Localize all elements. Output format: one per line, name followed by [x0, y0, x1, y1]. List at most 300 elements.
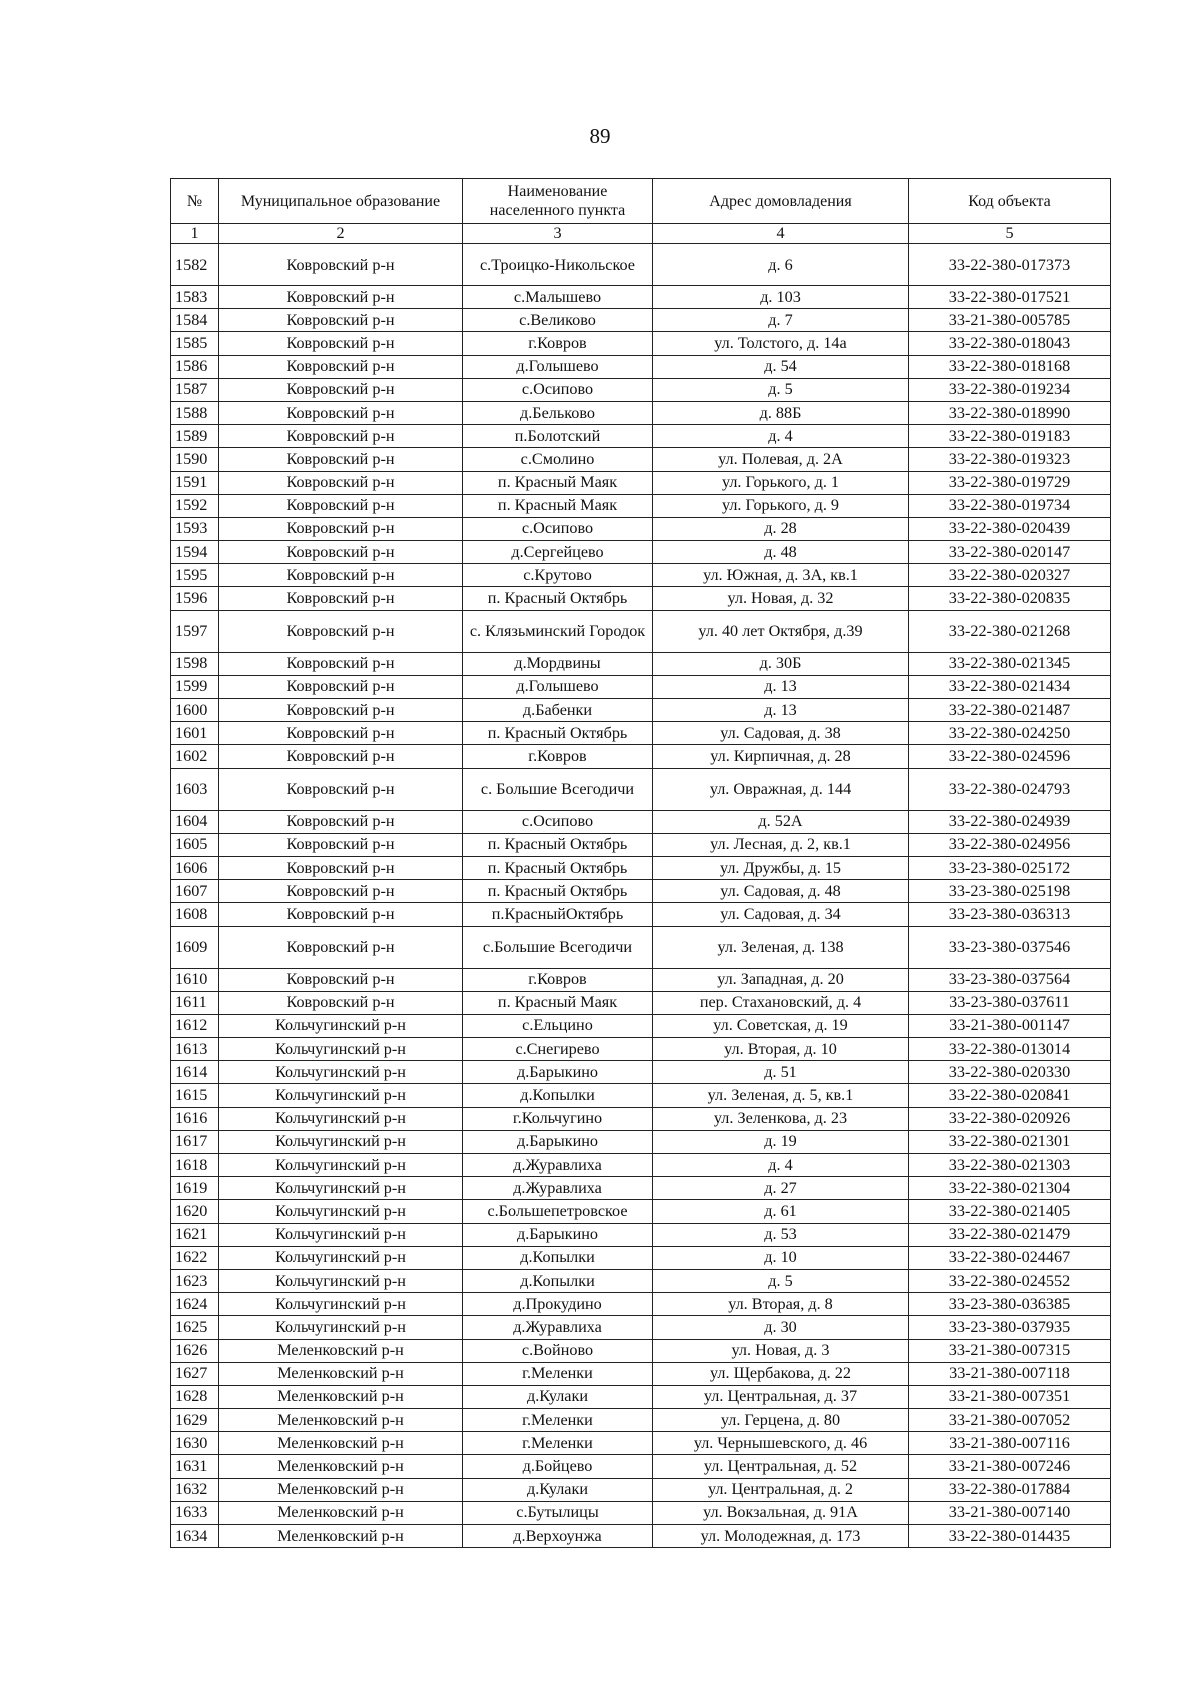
address-cell: ул. Вокзальная, д. 91А: [653, 1501, 909, 1524]
object-code-cell: 33-22-380-017373: [909, 244, 1111, 286]
object-code-cell: 33-22-380-021304: [909, 1177, 1111, 1200]
registry-table: [170, 178, 1111, 1548]
object-code-cell: 33-22-380-020841: [909, 1084, 1111, 1107]
municipality-cell: Ковровский р-н: [219, 880, 463, 903]
municipality-cell: Кольчугинский р-н: [219, 1200, 463, 1223]
row-number-cell: 1611: [171, 991, 219, 1014]
row-number-cell: 1622: [171, 1246, 219, 1269]
table-row: [171, 1501, 1111, 1524]
object-code-cell: 33-22-380-019234: [909, 378, 1111, 401]
object-code-cell: 33-22-380-018990: [909, 401, 1111, 424]
municipality-cell: Кольчугинский р-н: [219, 1038, 463, 1061]
row-number-cell: 1624: [171, 1293, 219, 1316]
row-number-cell: 1591: [171, 471, 219, 494]
table-row: [171, 332, 1111, 355]
row-number-cell: 1585: [171, 332, 219, 355]
settlement-cell: г.Ковров: [463, 968, 653, 991]
settlement-cell: д.Журавлиха: [463, 1177, 653, 1200]
row-number-cell: 1617: [171, 1130, 219, 1153]
municipality-cell: Ковровский р-н: [219, 541, 463, 564]
municipality-cell: Меленковский р-н: [219, 1455, 463, 1478]
address-cell: д. 13: [653, 699, 909, 722]
settlement-cell: д.Журавлиха: [463, 1154, 653, 1177]
object-code-cell: 33-21-380-007351: [909, 1385, 1111, 1408]
object-code-cell: 33-22-380-020330: [909, 1061, 1111, 1084]
object-code-cell: 33-22-380-024596: [909, 745, 1111, 768]
settlement-cell: д.Голышево: [463, 355, 653, 378]
settlement-cell: с. Большие Всегодичи: [463, 768, 653, 810]
column-number: 3: [463, 224, 653, 244]
registry-body: [171, 244, 1111, 1548]
address-cell: д. 53: [653, 1223, 909, 1246]
row-number-cell: 1614: [171, 1061, 219, 1084]
table-row: [171, 722, 1111, 745]
row-number-cell: 1620: [171, 1200, 219, 1223]
address-cell: д. 88Б: [653, 401, 909, 424]
municipality-cell: Кольчугинский р-н: [219, 1316, 463, 1339]
table-row: [171, 1177, 1111, 1200]
row-number-cell: 1597: [171, 610, 219, 652]
object-code-cell: 33-21-380-007315: [909, 1339, 1111, 1362]
table-row: [171, 1107, 1111, 1130]
settlement-cell: п. Красный Маяк: [463, 494, 653, 517]
table-row: [171, 471, 1111, 494]
settlement-cell: д.Сергейцево: [463, 541, 653, 564]
municipality-cell: Ковровский р-н: [219, 448, 463, 471]
table-row: [171, 286, 1111, 309]
header-row: [171, 179, 1111, 224]
municipality-cell: Кольчугинский р-н: [219, 1293, 463, 1316]
object-code-cell: 33-22-380-021268: [909, 610, 1111, 652]
settlement-cell: с.Осипово: [463, 517, 653, 540]
settlement-cell: д.Журавлиха: [463, 1316, 653, 1339]
settlement-cell: с.Большепетровское: [463, 1200, 653, 1223]
row-number-cell: 1619: [171, 1177, 219, 1200]
settlement-cell: д.Барыкино: [463, 1061, 653, 1084]
column-number: 2: [219, 224, 463, 244]
table-row: [171, 926, 1111, 968]
municipality-cell: Ковровский р-н: [219, 286, 463, 309]
settlement-cell: п. Красный Октябрь: [463, 587, 653, 610]
row-number-cell: 1595: [171, 564, 219, 587]
table-row: [171, 745, 1111, 768]
table-row: [171, 856, 1111, 879]
table-row: [171, 903, 1111, 926]
settlement-cell: д.Верхоунжа: [463, 1525, 653, 1548]
row-number-cell: 1633: [171, 1501, 219, 1524]
row-number-cell: 1612: [171, 1014, 219, 1037]
address-cell: ул. Садовая, д. 34: [653, 903, 909, 926]
settlement-cell: п. Красный Октябрь: [463, 722, 653, 745]
address-cell: ул. Садовая, д. 48: [653, 880, 909, 903]
object-code-cell: 33-23-380-037935: [909, 1316, 1111, 1339]
address-cell: д. 6: [653, 244, 909, 286]
column-number: 5: [909, 224, 1111, 244]
row-number-cell: 1629: [171, 1409, 219, 1432]
address-cell: д. 48: [653, 541, 909, 564]
settlement-cell: д.Мордвины: [463, 652, 653, 675]
row-number-cell: 1628: [171, 1385, 219, 1408]
municipality-cell: Кольчугинский р-н: [219, 1269, 463, 1292]
table-row: [171, 652, 1111, 675]
table-row: [171, 675, 1111, 698]
table-row: [171, 494, 1111, 517]
object-code-cell: 33-22-380-024250: [909, 722, 1111, 745]
address-cell: д. 13: [653, 675, 909, 698]
table-row: [171, 1432, 1111, 1455]
column-number: 4: [653, 224, 909, 244]
municipality-cell: Ковровский р-н: [219, 332, 463, 355]
object-code-cell: 33-22-380-024793: [909, 768, 1111, 810]
municipality-cell: Ковровский р-н: [219, 471, 463, 494]
table-row: [171, 1154, 1111, 1177]
object-code-cell: 33-21-380-001147: [909, 1014, 1111, 1037]
municipality-cell: Ковровский р-н: [219, 401, 463, 424]
address-cell: ул. Горького, д. 9: [653, 494, 909, 517]
municipality-cell: Ковровский р-н: [219, 768, 463, 810]
address-cell: д. 27: [653, 1177, 909, 1200]
row-number-cell: 1610: [171, 968, 219, 991]
object-code-cell: 33-23-380-037564: [909, 968, 1111, 991]
settlement-cell: г.Ковров: [463, 332, 653, 355]
settlement-cell: п. Красный Маяк: [463, 991, 653, 1014]
address-cell: д. 10: [653, 1246, 909, 1269]
settlement-cell: г.Меленки: [463, 1362, 653, 1385]
table-row: [171, 1269, 1111, 1292]
table-row: [171, 810, 1111, 833]
table-row: [171, 541, 1111, 564]
object-code-cell: 33-22-380-019183: [909, 425, 1111, 448]
settlement-cell: с.Ельцино: [463, 1014, 653, 1037]
address-cell: д. 7: [653, 309, 909, 332]
address-cell: д. 28: [653, 517, 909, 540]
table-row: [171, 1293, 1111, 1316]
municipality-cell: Меленковский р-н: [219, 1501, 463, 1524]
municipality-cell: Ковровский р-н: [219, 378, 463, 401]
row-number-cell: 1618: [171, 1154, 219, 1177]
settlement-cell: г.Кольчугино: [463, 1107, 653, 1130]
settlement-cell: д.Кулаки: [463, 1385, 653, 1408]
row-number-cell: 1627: [171, 1362, 219, 1385]
settlement-cell: д.Бельково: [463, 401, 653, 424]
object-code-cell: 33-22-380-021434: [909, 675, 1111, 698]
object-code-cell: 33-22-380-024956: [909, 833, 1111, 856]
row-number-cell: 1631: [171, 1455, 219, 1478]
settlement-cell: п. Красный Октябрь: [463, 880, 653, 903]
table-row: [171, 1223, 1111, 1246]
settlement-cell: с. Клязьминский Городок: [463, 610, 653, 652]
object-code-cell: 33-21-380-007246: [909, 1455, 1111, 1478]
municipality-cell: Ковровский р-н: [219, 652, 463, 675]
object-code-cell: 33-22-380-024939: [909, 810, 1111, 833]
address-cell: ул. Лесная, д. 2, кв.1: [653, 833, 909, 856]
municipality-cell: Ковровский р-н: [219, 517, 463, 540]
address-cell: д. 30: [653, 1316, 909, 1339]
address-cell: пер. Стахановский, д. 4: [653, 991, 909, 1014]
municipality-cell: Кольчугинский р-н: [219, 1177, 463, 1200]
object-code-cell: 33-22-380-021345: [909, 652, 1111, 675]
row-number-cell: 1606: [171, 856, 219, 879]
municipality-cell: Ковровский р-н: [219, 722, 463, 745]
settlement-cell: д.Копылки: [463, 1084, 653, 1107]
settlement-cell: д.Голышево: [463, 675, 653, 698]
address-cell: ул. Зеленая, д. 5, кв.1: [653, 1084, 909, 1107]
municipality-cell: Меленковский р-н: [219, 1409, 463, 1432]
row-number-cell: 1588: [171, 401, 219, 424]
settlement-cell: с.Троицко-Никольское: [463, 244, 653, 286]
object-code-cell: 33-22-380-020439: [909, 517, 1111, 540]
row-number-cell: 1603: [171, 768, 219, 810]
table-row: [171, 833, 1111, 856]
municipality-cell: Ковровский р-н: [219, 355, 463, 378]
row-number-cell: 1607: [171, 880, 219, 903]
object-code-cell: 33-22-380-017521: [909, 286, 1111, 309]
municipality-cell: Ковровский р-н: [219, 833, 463, 856]
object-code-cell: 33-23-380-025172: [909, 856, 1111, 879]
table-row: [171, 401, 1111, 424]
object-code-cell: 33-21-380-007118: [909, 1362, 1111, 1385]
header-settlement: Наименование населенного пункта: [463, 179, 653, 224]
settlement-cell: г.Меленки: [463, 1432, 653, 1455]
row-number-cell: 1592: [171, 494, 219, 517]
address-cell: ул. Овражная, д. 144: [653, 768, 909, 810]
settlement-cell: д.Кулаки: [463, 1478, 653, 1501]
table-row: [171, 1455, 1111, 1478]
municipality-cell: Ковровский р-н: [219, 494, 463, 517]
municipality-cell: Ковровский р-н: [219, 856, 463, 879]
object-code-cell: 33-21-380-007116: [909, 1432, 1111, 1455]
table-row: [171, 699, 1111, 722]
table-row: [171, 244, 1111, 286]
object-code-cell: 33-22-380-021301: [909, 1130, 1111, 1153]
settlement-cell: п. Красный Октябрь: [463, 833, 653, 856]
object-code-cell: 33-21-380-007140: [909, 1501, 1111, 1524]
municipality-cell: Кольчугинский р-н: [219, 1223, 463, 1246]
municipality-cell: Меленковский р-н: [219, 1385, 463, 1408]
address-cell: д. 4: [653, 425, 909, 448]
municipality-cell: Кольчугинский р-н: [219, 1061, 463, 1084]
municipality-cell: Ковровский р-н: [219, 699, 463, 722]
row-number-cell: 1632: [171, 1478, 219, 1501]
address-cell: ул. Герцена, д. 80: [653, 1409, 909, 1432]
object-code-cell: 33-22-380-021487: [909, 699, 1111, 722]
row-number-cell: 1609: [171, 926, 219, 968]
row-number-cell: 1600: [171, 699, 219, 722]
object-code-cell: 33-22-380-020926: [909, 1107, 1111, 1130]
municipality-cell: Кольчугинский р-н: [219, 1084, 463, 1107]
object-code-cell: 33-23-380-025198: [909, 880, 1111, 903]
municipality-cell: Ковровский р-н: [219, 926, 463, 968]
table-row: [171, 1200, 1111, 1223]
address-cell: ул. Зеленкова, д. 23: [653, 1107, 909, 1130]
object-code-cell: 33-22-380-021303: [909, 1154, 1111, 1177]
settlement-cell: г.Ковров: [463, 745, 653, 768]
header-address: Адрес домовладения: [653, 179, 909, 224]
municipality-cell: Меленковский р-н: [219, 1432, 463, 1455]
row-number-cell: 1625: [171, 1316, 219, 1339]
header-object-code: Код объекта: [909, 179, 1111, 224]
row-number-cell: 1584: [171, 309, 219, 332]
table-row: [171, 1409, 1111, 1432]
row-number-cell: 1594: [171, 541, 219, 564]
row-number-cell: 1599: [171, 675, 219, 698]
address-cell: ул. Чернышевского, д. 46: [653, 1432, 909, 1455]
object-code-cell: 33-23-380-036385: [909, 1293, 1111, 1316]
table-row: [171, 968, 1111, 991]
municipality-cell: Ковровский р-н: [219, 810, 463, 833]
address-cell: ул. 40 лет Октября, д.39: [653, 610, 909, 652]
municipality-cell: Кольчугинский р-н: [219, 1130, 463, 1153]
settlement-cell: д.Прокудино: [463, 1293, 653, 1316]
table-row: [171, 1316, 1111, 1339]
object-code-cell: 33-23-380-036313: [909, 903, 1111, 926]
row-number-cell: 1586: [171, 355, 219, 378]
row-number-cell: 1615: [171, 1084, 219, 1107]
address-cell: ул. Полевая, д. 2А: [653, 448, 909, 471]
row-number-cell: 1626: [171, 1339, 219, 1362]
settlement-cell: д.Барыкино: [463, 1223, 653, 1246]
settlement-cell: с.Большие Всегодичи: [463, 926, 653, 968]
address-cell: ул. Центральная, д. 37: [653, 1385, 909, 1408]
row-number-cell: 1593: [171, 517, 219, 540]
address-cell: д. 5: [653, 378, 909, 401]
table-row: [171, 1362, 1111, 1385]
row-number-cell: 1587: [171, 378, 219, 401]
address-cell: д. 51: [653, 1061, 909, 1084]
row-number-cell: 1589: [171, 425, 219, 448]
settlement-cell: с.Войново: [463, 1339, 653, 1362]
object-code-cell: 33-22-380-017884: [909, 1478, 1111, 1501]
header-municipality: Муниципальное образование: [219, 179, 463, 224]
object-code-cell: 33-22-380-019734: [909, 494, 1111, 517]
table-row: [171, 1478, 1111, 1501]
settlement-cell: д.Копылки: [463, 1269, 653, 1292]
address-cell: ул. Дружбы, д. 15: [653, 856, 909, 879]
settlement-cell: п.КрасныйОктябрь: [463, 903, 653, 926]
address-cell: д. 19: [653, 1130, 909, 1153]
settlement-cell: с.Малышево: [463, 286, 653, 309]
table-row: [171, 587, 1111, 610]
municipality-cell: Меленковский р-н: [219, 1478, 463, 1501]
table-row: [171, 309, 1111, 332]
row-number-cell: 1616: [171, 1107, 219, 1130]
table-row: [171, 425, 1111, 448]
address-cell: ул. Центральная, д. 2: [653, 1478, 909, 1501]
object-code-cell: 33-22-380-024467: [909, 1246, 1111, 1269]
row-number-cell: 1582: [171, 244, 219, 286]
table-row: [171, 880, 1111, 903]
settlement-cell: д.Барыкино: [463, 1130, 653, 1153]
column-number: 1: [171, 224, 219, 244]
address-cell: ул. Новая, д. 32: [653, 587, 909, 610]
object-code-cell: 33-22-380-014435: [909, 1525, 1111, 1548]
municipality-cell: Ковровский р-н: [219, 587, 463, 610]
table-row: [171, 564, 1111, 587]
table-row: [171, 1038, 1111, 1061]
row-number-cell: 1598: [171, 652, 219, 675]
address-cell: ул. Кирпичная, д. 28: [653, 745, 909, 768]
municipality-cell: Кольчугинский р-н: [219, 1014, 463, 1037]
row-number-cell: 1596: [171, 587, 219, 610]
object-code-cell: 33-22-380-024552: [909, 1269, 1111, 1292]
object-code-cell: 33-23-380-037611: [909, 991, 1111, 1014]
settlement-cell: д.Бойцево: [463, 1455, 653, 1478]
settlement-cell: д.Бабенки: [463, 699, 653, 722]
settlement-cell: п. Красный Октябрь: [463, 856, 653, 879]
municipality-cell: Меленковский р-н: [219, 1525, 463, 1548]
object-code-cell: 33-22-380-020147: [909, 541, 1111, 564]
address-cell: д. 30Б: [653, 652, 909, 675]
municipality-cell: Меленковский р-н: [219, 1339, 463, 1362]
address-cell: д. 103: [653, 286, 909, 309]
municipality-cell: Ковровский р-н: [219, 244, 463, 286]
address-cell: ул. Советская, д. 19: [653, 1014, 909, 1037]
object-code-cell: 33-22-380-018043: [909, 332, 1111, 355]
address-cell: д. 61: [653, 1200, 909, 1223]
address-cell: д. 54: [653, 355, 909, 378]
table-row: [171, 1385, 1111, 1408]
municipality-cell: Ковровский р-н: [219, 675, 463, 698]
row-number-cell: 1602: [171, 745, 219, 768]
address-cell: д. 4: [653, 1154, 909, 1177]
table-row: [171, 1084, 1111, 1107]
municipality-cell: Кольчугинский р-н: [219, 1154, 463, 1177]
settlement-cell: с.Осипово: [463, 378, 653, 401]
object-code-cell: 33-21-380-007052: [909, 1409, 1111, 1432]
address-cell: ул. Щербакова, д. 22: [653, 1362, 909, 1385]
object-code-cell: 33-22-380-018168: [909, 355, 1111, 378]
object-code-cell: 33-21-380-005785: [909, 309, 1111, 332]
address-cell: ул. Горького, д. 1: [653, 471, 909, 494]
address-cell: ул. Зеленая, д. 138: [653, 926, 909, 968]
address-cell: ул. Вторая, д. 8: [653, 1293, 909, 1316]
object-code-cell: 33-23-380-037546: [909, 926, 1111, 968]
address-cell: ул. Молодежная, д. 173: [653, 1525, 909, 1548]
row-number-cell: 1605: [171, 833, 219, 856]
address-cell: ул. Центральная, д. 52: [653, 1455, 909, 1478]
municipality-cell: Ковровский р-н: [219, 564, 463, 587]
object-code-cell: 33-22-380-021479: [909, 1223, 1111, 1246]
object-code-cell: 33-22-380-020327: [909, 564, 1111, 587]
municipality-cell: Ковровский р-н: [219, 309, 463, 332]
table-row: [171, 1246, 1111, 1269]
header-number: №: [171, 179, 219, 224]
settlement-cell: п.Болотский: [463, 425, 653, 448]
municipality-cell: Ковровский р-н: [219, 968, 463, 991]
object-code-cell: 33-22-380-020835: [909, 587, 1111, 610]
settlement-cell: г.Меленки: [463, 1409, 653, 1432]
settlement-cell: с.Осипово: [463, 810, 653, 833]
settlement-cell: с.Снегирево: [463, 1038, 653, 1061]
table-row: [171, 355, 1111, 378]
page-number: 89: [589, 124, 611, 148]
settlement-cell: п. Красный Маяк: [463, 471, 653, 494]
settlement-cell: с.Бутылицы: [463, 1501, 653, 1524]
address-cell: ул. Толстого, д. 14а: [653, 332, 909, 355]
settlement-cell: с.Крутово: [463, 564, 653, 587]
table-row: [171, 991, 1111, 1014]
row-number-cell: 1601: [171, 722, 219, 745]
municipality-cell: Кольчугинский р-н: [219, 1107, 463, 1130]
row-number-cell: 1634: [171, 1525, 219, 1548]
row-number-cell: 1623: [171, 1269, 219, 1292]
address-cell: ул. Западная, д. 20: [653, 968, 909, 991]
table-row: [171, 610, 1111, 652]
settlement-cell: с.Великово: [463, 309, 653, 332]
row-number-cell: 1630: [171, 1432, 219, 1455]
address-cell: ул. Южная, д. 3А, кв.1: [653, 564, 909, 587]
row-number-cell: 1613: [171, 1038, 219, 1061]
